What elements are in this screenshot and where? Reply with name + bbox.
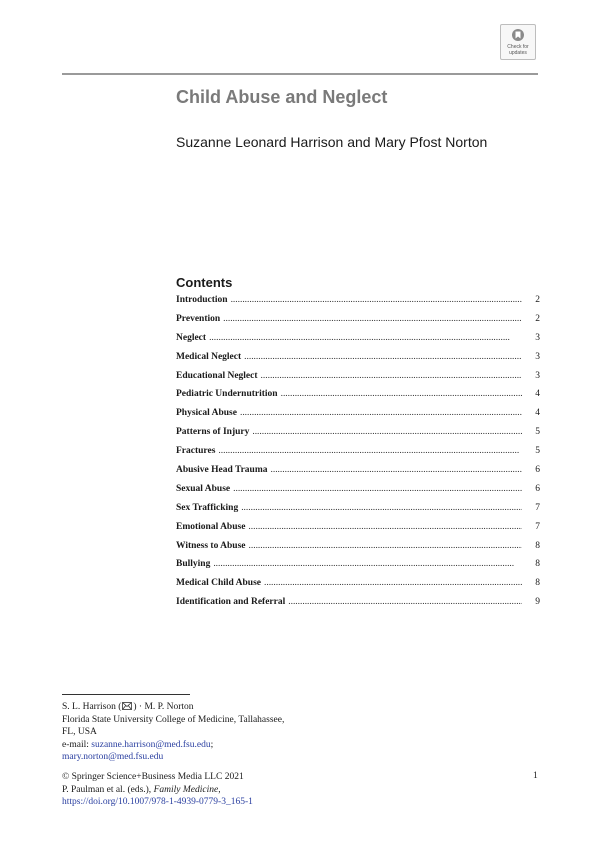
citation-suffix: ,: [218, 784, 221, 795]
toc-entry-page: 2: [535, 313, 540, 324]
toc-entry-label: Emotional Abuse: [176, 521, 246, 532]
citation-prefix: P. Paulman et al. (eds.),: [62, 784, 154, 795]
toc-leader-dots: [288, 597, 522, 607]
toc-entry-page: 3: [535, 332, 540, 343]
toc-entry-label: Witness to Abuse: [176, 540, 246, 551]
toc-entry-label: Medical Neglect: [176, 351, 242, 362]
footnote-affiliation-line1: Florida State University College of Medicine, Tallahassee,: [62, 714, 285, 725]
toc-leader-dots: [240, 408, 522, 418]
email-link-norton[interactable]: mary.norton@med.fsu.edu: [62, 752, 164, 762]
toc-entry-medical-child-abuse[interactable]: [176, 578, 540, 597]
toc-leader-dots: [249, 541, 522, 551]
toc-entry-page: 7: [535, 502, 540, 513]
doi-line: [62, 796, 253, 809]
footnote-rule: [62, 694, 190, 695]
toc-entry-emotional-abuse[interactable]: [176, 522, 540, 541]
toc-leader-dots: [271, 465, 523, 475]
chapter-authors: Suzanne Leonard Harrison and Mary Pfost Norton: [176, 134, 488, 150]
footnote-email-prefix: e-mail:: [62, 739, 92, 750]
toc-entry-label: Sex Trafficking: [176, 502, 239, 513]
contents-heading: Contents: [176, 275, 233, 290]
toc-entry-label: Introduction: [176, 295, 228, 305]
toc-leader-dots: [281, 389, 522, 399]
toc-entry-page: 5: [535, 427, 540, 438]
toc-entry-page: 5: [535, 446, 540, 457]
toc-entry-page: 8: [535, 559, 540, 570]
toc-entry-sex-trafficking[interactable]: [176, 503, 540, 522]
header-rule: [62, 73, 538, 75]
toc-entry-label: Patterns of Injury: [176, 427, 250, 438]
footnote-email-separator: ;: [210, 739, 214, 750]
badge-label-line2: updates: [509, 49, 527, 56]
toc-entry-page: 3: [535, 370, 540, 381]
toc-leader-dots: [248, 522, 522, 532]
doi-link[interactable]: https://doi.org/10.1007/978-1-4939-0779-3_165-1: [62, 797, 253, 807]
toc-entry-label: Identification and Referral: [176, 597, 286, 608]
copyright-line: © Springer Science+Business Media LLC 2021: [62, 772, 244, 782]
toc-entry-neglect[interactable]: [176, 333, 540, 352]
toc-leader-dots: [233, 484, 522, 494]
footnote-affiliation-line2: FL, USA: [62, 727, 97, 737]
toc-leader-dots: [261, 371, 522, 381]
toc-entry-page: 6: [535, 465, 540, 476]
footnote-email-line2: [62, 751, 284, 764]
toc-leader-dots: [264, 578, 522, 588]
email-link-harrison[interactable]: suzanne.harrison@med.fsu.edu: [91, 739, 211, 750]
toc-entry-witness-to-abuse[interactable]: [176, 541, 540, 560]
toc-entry-identification-and-referral[interactable]: [176, 597, 540, 616]
toc-entry-label: Sexual Abuse: [176, 483, 231, 494]
chapter-title: Child Abuse and Neglect: [176, 87, 388, 107]
toc-entry-page: 2: [535, 295, 540, 305]
toc-leader-dots: [213, 559, 522, 569]
toc-leader-dots: [218, 446, 522, 456]
table-of-contents: [176, 295, 540, 616]
toc-entry-page: 4: [535, 389, 540, 400]
page-number: 1: [533, 771, 538, 781]
citation-book-title: Family Medicine: [153, 784, 219, 795]
toc-entry-label: Pediatric Undernutrition: [176, 389, 278, 400]
toc-entry-physical-abuse[interactable]: [176, 408, 540, 427]
toc-entry-label: Abusive Head Trauma: [176, 465, 268, 476]
toc-leader-dots: [252, 427, 522, 437]
toc-entry-label: Prevention: [176, 313, 221, 324]
author-footnote: [62, 701, 284, 764]
footnote-authors-prefix: S. L. Harrison (: [62, 702, 122, 712]
copyright-block: [62, 771, 253, 809]
footnote-authors: [62, 701, 284, 714]
toc-entry-label: Bullying: [176, 559, 211, 570]
toc-entry-prevention[interactable]: [176, 314, 540, 333]
toc-entry-page: 8: [535, 540, 540, 551]
toc-leader-dots: [209, 333, 522, 343]
toc-entry-introduction[interactable]: [176, 295, 540, 314]
toc-entry-patterns-of-injury[interactable]: [176, 427, 540, 446]
toc-entry-page: 8: [535, 578, 540, 589]
toc-entry-page: 6: [535, 483, 540, 494]
envelope-icon: [122, 702, 132, 710]
footnote-email-line: [62, 739, 284, 752]
toc-entry-medical-neglect[interactable]: [176, 352, 540, 371]
toc-entry-label: Neglect: [176, 332, 207, 343]
toc-entry-fractures[interactable]: [176, 446, 540, 465]
toc-entry-abusive-head-trauma[interactable]: [176, 465, 540, 484]
toc-leader-dots: [241, 503, 522, 513]
check-for-updates-badge[interactable]: [500, 24, 536, 60]
toc-leader-dots: [231, 295, 522, 305]
toc-entry-page: 4: [535, 408, 540, 419]
citation-line: [62, 784, 253, 797]
toc-entry-bullying[interactable]: [176, 559, 540, 578]
toc-entry-label: Educational Neglect: [176, 370, 258, 381]
toc-entry-page: 3: [535, 351, 540, 362]
toc-entry-pediatric-undernutrition[interactable]: [176, 389, 540, 408]
footnote-authors-suffix: ) · M. P. Norton: [133, 702, 194, 712]
toc-entry-label: Fractures: [176, 446, 216, 457]
toc-entry-label: Medical Child Abuse: [176, 578, 261, 589]
badge-label-line1: Check for: [507, 44, 529, 50]
badge-label: [503, 45, 533, 56]
toc-leader-dots: [223, 314, 522, 324]
toc-entry-page: 7: [535, 521, 540, 532]
toc-entry-page: 9: [535, 597, 540, 608]
bookmark-ribbon-icon: [511, 28, 525, 44]
toc-entry-educational-neglect[interactable]: [176, 371, 540, 390]
toc-leader-dots: [244, 352, 522, 362]
toc-entry-sexual-abuse[interactable]: [176, 484, 540, 503]
toc-entry-label: Physical Abuse: [176, 408, 237, 419]
